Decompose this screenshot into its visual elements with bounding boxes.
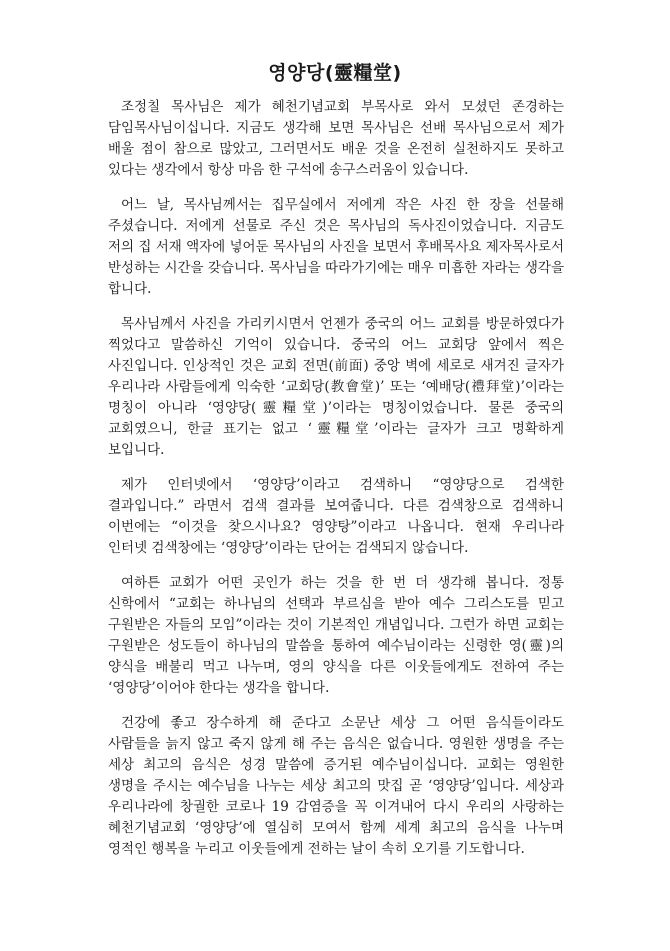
paragraph-2: 어느 날, 목사님께서는 집무실에서 저에게 작은 사진 한 장을 선물해 주셨습니다. 저에게 선물로 주신 것은 목사님의 독사진이었습니다. 지금도 저의 집 서재 액자에 넣어둔 목사님의 사진을 보면서 후배목사요 제자목사로서 반성하는 시간을 갖습니다. 목사님을 따라가기에는 매우 미흡한 자라는 생각을 합니다. <box>108 197 564 297</box>
paragraph-5: 여하튼 교회가 어떤 곳인가 하는 것을 한 번 더 생각해 봅니다. 정통 신학에서 “교회는 하나님의 선택과 부르심을 받아 예수 그리스도를 믿고 구원받은 자들의 모임”이라는 것이 기본적인 개념입니다. 그런가 하면 교회는 구원받은 성도들이 하나님의 말씀을 통하여 예수님이라는 신령한 영(靈)의 양식을 배불리 먹고 나누며, 영의 양식을 다른 이웃들에게도 전하여 주는 ‘영양당’이어야 한다는 생각을 합니다. <box>108 575 564 696</box>
document-title: 영양당(靈糧堂) <box>268 62 402 84</box>
paragraph-1: 조정칠 목사님은 제가 혜천기념교회 부목사로 와서 모셨던 존경하는 담임목사님이십니다. 지금도 생각해 보면 목사님은 선배 목사님으로서 제가 배울 점이 참으로 많았고, 그러면서도 배운 것을 온전히 실천하지도 못하고 있다는 생각에서 항상 마음 한 구석에 송구스러움이 있습니다. <box>108 99 564 178</box>
paragraph-4: 제가 인터넷에서 ‘영양당’이라고 검색하니 “영양당으로 검색한 결과입니다.” 라면서 검색 결과를 보여줍니다. 다른 검색창으로 검색하니 이번에는 “이것을 찾으시나요? 영양탕”이라고 나옵니다. 현재 우리나라 인터넷 검색창에는 ‘영양당’이라는 단어는 검색되지 않습니다. <box>108 477 564 556</box>
paragraph-3: 목사님께서 사진을 가리키시면서 언젠가 중국의 어느 교회를 방문하였다가 찍었다고 말씀하신 기억이 있습니다. 중국의 어느 교회당 앞에서 찍은 사진입니다. 인상적인 것은 교회 전면(前面) 중앙 벽에 세로로 새겨진 글자가 우리나라 사람들에게 익숙한 ‘교회당(教會堂)’ 또는 ‘예배당(禮拜堂)’이라는 명칭이 아니라 ‘영양당(靈糧堂)’이라는 명칭이었습니다. 물론 중국의 교회였으니, 한글 표기는 없고 ‘靈糧堂’이라는 글자가 크고 명확하게 보입니다. <box>108 316 564 458</box>
paragraph-6: 건강에 좋고 장수하게 해 준다고 소문난 세상 그 어떤 음식들이라도 사람들을 늙지 않고 죽지 않게 해 주는 음식은 없습니다. 영원한 생명을 주는 세상 최고의 음식은 성경 말씀에 증거된 예수님이십니다. 교회는 영원한 생명을 주시는 예수님을 나누는 세상 최고의 맛집 곧 ‘영양당’입니다. 세상과 우리나라에 창궐한 코로나 19 감염증을 꼭 이겨내어 다시 우리의 사랑하는 혜천기념교회 ‘영양당’에 열심히 모여서 함께 세계 최고의 음식을 나누며 영적인 행복을 누리고 이웃들에게 전하는 날이 속히 오기를 기도합니다. <box>108 715 564 857</box>
document-body <box>108 97 564 874</box>
